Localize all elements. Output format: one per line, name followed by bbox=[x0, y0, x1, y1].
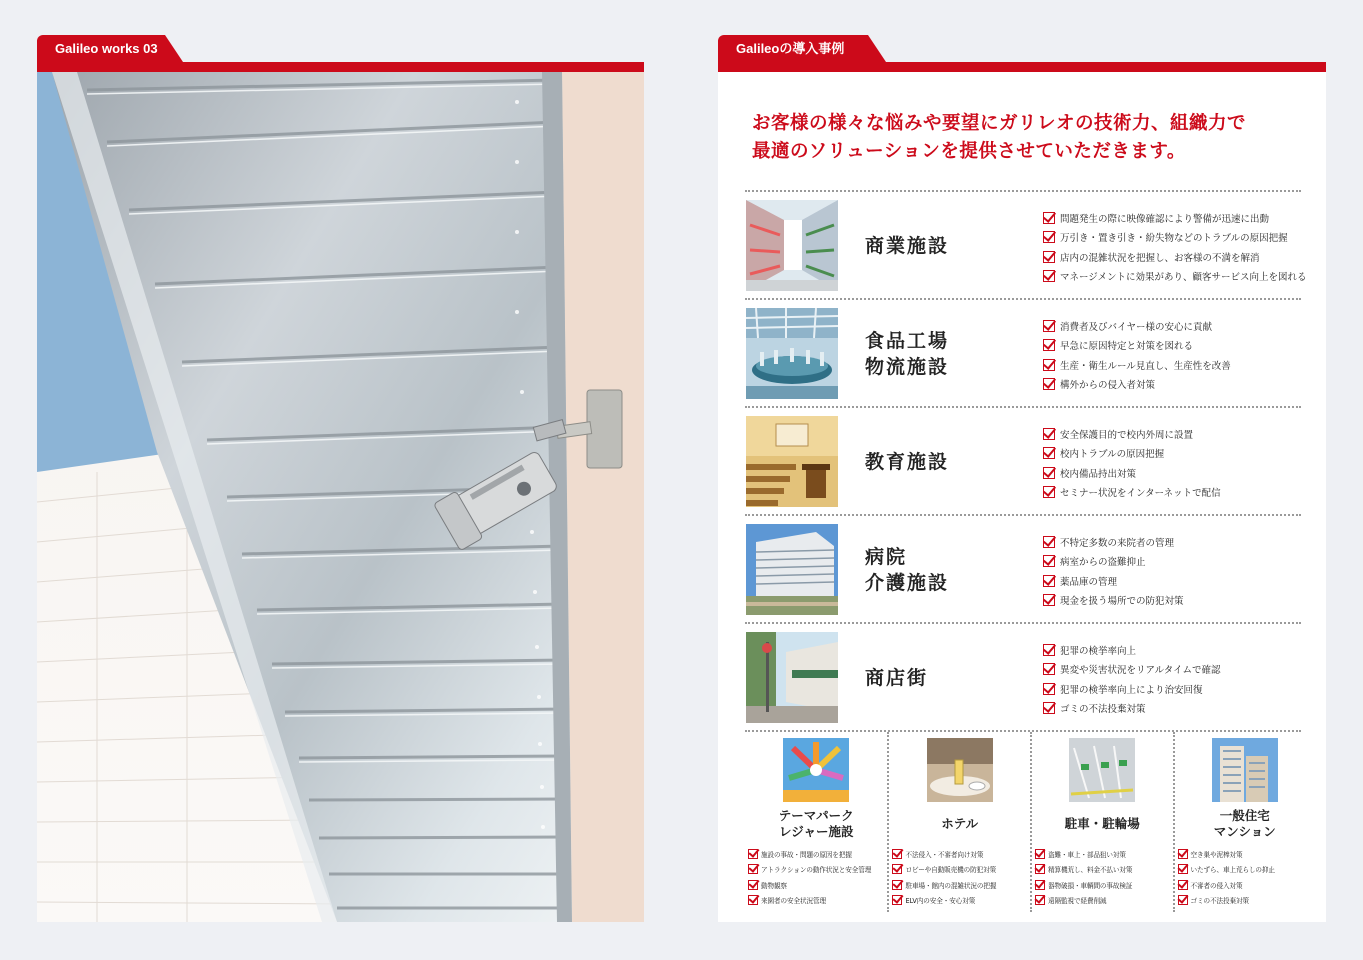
case-row-hospital bbox=[745, 514, 1301, 622]
left-page-tab: Galileo works 03 bbox=[37, 35, 165, 62]
checklist-item: 不法侵入・不審者向け対策 bbox=[892, 846, 1034, 862]
checkmark-icon bbox=[1043, 644, 1055, 656]
checklist-item: ゴミの不法投棄対策 bbox=[1043, 699, 1305, 719]
security-camera-photo bbox=[37, 72, 644, 922]
checkmark-icon bbox=[1043, 594, 1055, 606]
checkmark-icon bbox=[1035, 849, 1045, 859]
checkmark-icon bbox=[1043, 575, 1055, 587]
checklist-item: 病室からの盗難抑止 bbox=[1043, 552, 1305, 572]
checklist-item: 来園者の安全状況管理 bbox=[748, 893, 890, 909]
checklist-item: 空き巣や泥棒対策 bbox=[1178, 846, 1320, 862]
left-page bbox=[37, 72, 644, 922]
checklist-item: 現金を扱う場所での防犯対策 bbox=[1043, 591, 1305, 611]
case-checklist-factory bbox=[1043, 316, 1305, 394]
checklist-item: 校内トラブルの原因把握 bbox=[1043, 444, 1305, 464]
checkmark-icon bbox=[892, 849, 902, 859]
case-title-shopping-street: 商店街 bbox=[865, 667, 929, 689]
checkmark-icon bbox=[1043, 536, 1055, 548]
case-row-commercial bbox=[745, 190, 1307, 298]
case-rows bbox=[745, 190, 1307, 730]
checklist-item: 器物破損・車輌間の事故検証 bbox=[1035, 877, 1177, 893]
checkmark-icon bbox=[1043, 447, 1055, 459]
case-row-factory bbox=[745, 298, 1301, 406]
checkmark-icon bbox=[1035, 895, 1045, 905]
case-col-checklist bbox=[1035, 846, 1177, 908]
theme-park-photo bbox=[783, 738, 849, 802]
checklist-item: 万引き・置き引き・紛失物などのトラブルの原因把握 bbox=[1043, 228, 1305, 248]
case-col-theme-park bbox=[745, 732, 887, 912]
hospital-building-photo bbox=[746, 524, 838, 615]
case-row-shopping-street bbox=[745, 622, 1301, 730]
checklist-item: 問題発生の際に映像確認により警備が迅速に出動 bbox=[1043, 208, 1305, 228]
checkmark-icon bbox=[1043, 359, 1055, 371]
checkmark-icon bbox=[1043, 467, 1055, 479]
left-page-header-bar bbox=[37, 62, 644, 72]
lecture-hall-photo bbox=[746, 416, 838, 507]
checkmark-icon bbox=[748, 864, 758, 874]
case-title-factory: 食品工場 物流施設 bbox=[865, 330, 950, 378]
checklist-item: 安全保護目的で校内外周に設置 bbox=[1043, 424, 1305, 444]
checkmark-icon bbox=[1043, 270, 1055, 282]
checkmark-icon bbox=[748, 849, 758, 859]
checkmark-icon bbox=[1178, 864, 1188, 874]
case-checklist-commercial bbox=[1043, 208, 1305, 286]
checkmark-icon bbox=[1043, 320, 1055, 332]
right-page-tab: Galileoの導入事例 bbox=[718, 35, 868, 62]
checkmark-icon bbox=[1035, 880, 1045, 890]
checklist-item: 構外からの侵入者対策 bbox=[1043, 375, 1305, 395]
checklist-item: ELV内の安全・安心対策 bbox=[892, 893, 1034, 909]
checkmark-icon bbox=[1043, 378, 1055, 390]
checklist-item: 盗難・車上・部品狙い対策 bbox=[1035, 846, 1177, 862]
checkmark-icon bbox=[1043, 555, 1055, 567]
checklist-item: いたずら、車上荒らしの抑止 bbox=[1178, 862, 1320, 878]
checklist-item: ゴミの不法投棄対策 bbox=[1178, 893, 1320, 909]
checklist-item: 施設の事故・問題の原因を把握 bbox=[748, 846, 890, 862]
checkmark-icon bbox=[1043, 683, 1055, 695]
headline-line-2: 最適のソリューションを提供させていただきます。 bbox=[752, 141, 1186, 162]
case-title-education: 教育施設 bbox=[865, 451, 950, 473]
checkmark-icon bbox=[748, 895, 758, 905]
checklist-item: マネージメントに効果があり、顧客サービス向上を図れる bbox=[1043, 267, 1305, 287]
case-col-hotel bbox=[887, 732, 1030, 912]
case-col-checklist bbox=[1178, 846, 1320, 908]
checkmark-icon bbox=[1043, 339, 1055, 351]
case-col-title: ホテル bbox=[941, 816, 979, 831]
checklist-item: 店内の混雑状況を把握し、お客様の不満を解消 bbox=[1043, 247, 1305, 267]
right-page-header-bar bbox=[718, 62, 1326, 72]
checklist-item: 犯罪の検挙率向上 bbox=[1043, 640, 1305, 660]
checklist-item: 早急に原因特定と対策を図れる bbox=[1043, 336, 1305, 356]
checklist-item: ロビーや自動販売機の防犯対策 bbox=[892, 862, 1034, 878]
case-col-parking bbox=[1030, 732, 1173, 912]
checklist-item: セミナー状況をインターネットで配信 bbox=[1043, 483, 1305, 503]
checklist-item: 校内備品持出対策 bbox=[1043, 463, 1305, 483]
right-page bbox=[718, 72, 1326, 922]
case-col-checklist bbox=[748, 846, 890, 908]
checklist-item: 異変や災害状況をリアルタイムで確認 bbox=[1043, 660, 1305, 680]
commercial-facility-photo bbox=[746, 200, 838, 291]
checkmark-icon bbox=[1043, 702, 1055, 714]
checkmark-icon bbox=[1178, 849, 1188, 859]
case-col-title: 一般住宅 マンション bbox=[1213, 808, 1276, 839]
checklist-item: 遠隔監視で経費削減 bbox=[1035, 893, 1177, 909]
case-col-residence bbox=[1173, 732, 1316, 912]
checkmark-icon bbox=[1043, 663, 1055, 675]
checklist-item: 不特定多数の来院者の管理 bbox=[1043, 532, 1305, 552]
checkmark-icon bbox=[1035, 864, 1045, 874]
factory-photo bbox=[746, 308, 838, 399]
shopping-street-photo bbox=[746, 632, 838, 723]
checklist-item: 薬品庫の管理 bbox=[1043, 571, 1305, 591]
checkmark-icon bbox=[1043, 428, 1055, 440]
hotel-photo bbox=[927, 738, 993, 802]
checkmark-icon bbox=[748, 880, 758, 890]
checklist-item: 不審者の侵入対策 bbox=[1178, 877, 1320, 893]
checkmark-icon bbox=[1178, 895, 1188, 905]
checklist-item: 動物観察 bbox=[748, 877, 890, 893]
case-col-title: 駐車・駐輪場 bbox=[1064, 816, 1140, 831]
checkmark-icon bbox=[1043, 251, 1055, 263]
checkmark-icon bbox=[892, 880, 902, 890]
checklist-item: アトラクションの動作状況と安全管理 bbox=[748, 862, 890, 878]
case-row-education bbox=[745, 406, 1301, 514]
checkmark-icon bbox=[1043, 212, 1055, 224]
checklist-item: 精算機荒し、料金不払い対策 bbox=[1035, 862, 1177, 878]
case-checklist-education bbox=[1043, 424, 1305, 502]
checkmark-icon bbox=[1178, 880, 1188, 890]
headline-line-1: お客様の様々な悩みや要望にガリレオの技術力、組織力で bbox=[752, 113, 1247, 134]
apartment-building-photo bbox=[1212, 738, 1278, 802]
case-col-checklist bbox=[892, 846, 1034, 908]
checklist-item: 駐車場・館内の混雑状況の把握 bbox=[892, 877, 1034, 893]
checkmark-icon bbox=[892, 895, 902, 905]
checkmark-icon bbox=[1043, 231, 1055, 243]
parking-photo bbox=[1069, 738, 1135, 802]
page-headline bbox=[752, 110, 1312, 166]
case-col-title: テーマパーク レジャー施設 bbox=[778, 808, 854, 839]
case-checklist-hospital bbox=[1043, 532, 1305, 610]
checkmark-icon bbox=[892, 864, 902, 874]
checklist-item: 消費者及びバイヤー様の安心に貢献 bbox=[1043, 316, 1305, 336]
case-title-commercial: 商業施設 bbox=[865, 235, 950, 257]
case-columns bbox=[745, 732, 1315, 918]
case-checklist-shopping-street bbox=[1043, 640, 1305, 718]
case-title-hospital: 病院 介護施設 bbox=[865, 546, 950, 594]
checklist-item: 生産・衛生ルール見直し、生産性を改善 bbox=[1043, 355, 1305, 375]
checkmark-icon bbox=[1043, 486, 1055, 498]
checklist-item: 犯罪の検挙率向上により治安回復 bbox=[1043, 679, 1305, 699]
